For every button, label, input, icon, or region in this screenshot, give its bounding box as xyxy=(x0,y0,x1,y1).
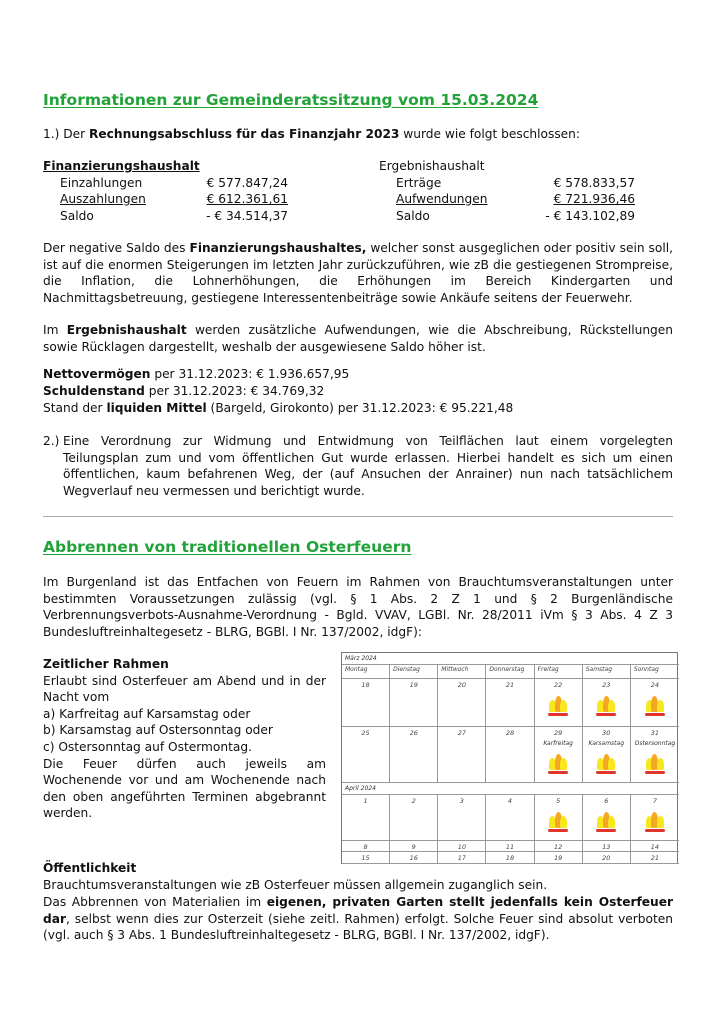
fire-flame xyxy=(608,816,615,828)
calendar-day-cell xyxy=(631,679,679,727)
calendar-day-cell xyxy=(535,841,583,852)
fire-icon xyxy=(595,757,617,775)
fire-flame xyxy=(560,758,567,770)
calendar-day-number: 21 xyxy=(505,681,515,689)
ergebnis-label: Aufwendungen xyxy=(396,192,488,206)
calendar-day-cell xyxy=(535,679,583,727)
bold-span: Öffentlichkeit xyxy=(43,861,137,875)
item1-suffix: wurde wie folgt beschlossen: xyxy=(399,127,581,141)
calendar-day-cell xyxy=(583,795,631,841)
calendar-day-cell xyxy=(390,679,438,727)
calendar-day-cell xyxy=(390,841,438,852)
fire-icon xyxy=(644,757,666,775)
fire-flame xyxy=(657,758,664,770)
fire-icon xyxy=(595,699,617,717)
ergebnis-row xyxy=(379,191,635,208)
item1-bold: Rechnungsabschluss für das Finanzjahr 2023 xyxy=(89,127,400,141)
fire-log xyxy=(596,771,616,774)
fire-icon xyxy=(644,815,666,833)
liquid-line xyxy=(43,400,673,417)
calendar-day-cell xyxy=(438,841,486,852)
calendar-month-label: April 2024 xyxy=(345,785,376,792)
calendar-day-number: 26 xyxy=(409,729,418,737)
calendar-holiday-label: Ostersonntag xyxy=(634,740,676,747)
bold-span: Schuldenstand xyxy=(43,384,145,398)
ergebnis-value: - € 143.102,89 xyxy=(545,208,635,223)
calendar-day-number: 14 xyxy=(650,843,660,851)
calendar-day-cell xyxy=(583,727,631,783)
finanz-row xyxy=(43,208,288,225)
item1-line xyxy=(43,126,673,143)
calendar-day-number: 4 xyxy=(507,797,513,805)
calendar-day-number: 7 xyxy=(652,797,657,805)
calendar-day-cell xyxy=(438,727,486,783)
finanz-table xyxy=(43,158,288,224)
calendar-day-cell xyxy=(535,795,583,841)
oeff-title xyxy=(43,860,673,877)
easter-calendar xyxy=(341,652,678,864)
text-span: , selbst wenn dies zur Osterzeit (siehe zeitl. Rahmen) erfolgt. Solche Feuer sind absolut verboten (vgl. auch § 3 Abs. 1 Bundesluftreinhaltegesetz - BLRG, BGBl. I Nr. 137/2002, idgF). xyxy=(43,911,673,943)
ergebnis-label: Saldo xyxy=(396,208,430,223)
text-span: welcher sonst ausgeglichen oder positiv sein soll, ist auf die enormen Steigerungen im letzten Jahr zurückzuführen, wie zB die gestiegenen Strompreise, die Inflation, die Lohnerhöhungen, die Erhöhungen im Bereich Kindergarten und Nachmittagsbetreuung, gestiegene Interessentenbeiträge sowie Ankäufe seitens der Feuerwehr. xyxy=(43,241,674,305)
calendar-day-cell xyxy=(631,795,679,841)
finanz-label: Auszahlungen xyxy=(60,192,146,206)
fire-log xyxy=(645,829,665,832)
item1-prefix: 1.) Der xyxy=(43,127,90,141)
calendar-day-number: 27 xyxy=(457,729,466,737)
calendar-holiday-label: Karsamstag xyxy=(588,740,625,747)
finanz-label: Saldo xyxy=(60,208,94,223)
bold-span: Ergebnishaushalt xyxy=(66,323,187,337)
ergebnis-row xyxy=(379,208,635,225)
finanz-row xyxy=(43,175,288,192)
calendar-day-number: 11 xyxy=(505,843,515,851)
calendar-day-cell xyxy=(390,795,438,841)
calendar-day-number: 16 xyxy=(409,854,418,862)
calendar-day-cell xyxy=(535,727,583,783)
text-span: werden zusätzliche Aufwendungen, wie die Abschreibung, Rückstellungen sowie Rücklagen dargestellt, weshalb der ausgewiesene Saldo höher ist. xyxy=(43,323,674,354)
finanz-label: Einzahlungen xyxy=(60,175,143,190)
fire-log xyxy=(596,713,616,716)
text-span: Im xyxy=(43,323,67,337)
section2-title: Abbrennen von traditionellen Osterfeuern xyxy=(43,538,412,556)
section-divider xyxy=(43,516,673,517)
calendar-day-number: 29 xyxy=(553,729,563,737)
calendar-day-cell xyxy=(342,795,390,841)
zeit-b: b) Karsamstag auf Ostersonntag oder xyxy=(43,723,273,738)
calendar-day-number: 15 xyxy=(361,854,370,862)
calendar-day-cell xyxy=(486,679,534,727)
bold-span: liquiden Mittel xyxy=(106,401,207,415)
calendar-day-header: Donnerstag xyxy=(486,665,534,679)
ergebnis-value: € 578.833,57 xyxy=(553,175,635,190)
calendar-day-header: Mittwoch xyxy=(438,665,486,679)
calendar-day-number: 19 xyxy=(409,681,418,689)
calendar-day-number: 31 xyxy=(650,729,660,737)
section1-title: Informationen zur Gemeinderatssitzung vom 15.03.2024 xyxy=(43,91,539,109)
fire-log xyxy=(645,713,665,716)
calendar-day-number: 20 xyxy=(457,681,466,689)
fire-flame xyxy=(560,816,567,828)
fire-flame xyxy=(560,700,567,712)
netto-line xyxy=(43,366,673,383)
calendar-day-cell xyxy=(486,727,534,783)
text-span: per 31.12.2023: € 34.769,32 xyxy=(144,384,325,398)
finanz-value: € 612.361,61 xyxy=(206,192,288,206)
calendar-day-cell xyxy=(631,841,679,852)
fire-flame xyxy=(608,758,615,770)
calendar-holiday-label: Karfreitag xyxy=(543,740,573,747)
calendar-day-number: 22 xyxy=(553,681,563,689)
calendar-day-number: 9 xyxy=(411,843,416,851)
calendar-day-number: 19 xyxy=(553,854,563,862)
fire-log xyxy=(645,771,665,774)
calendar-day-number: 21 xyxy=(650,854,660,862)
calendar-day-cell xyxy=(342,841,390,852)
calendar-day-number: 23 xyxy=(602,681,611,689)
text-span: Der negative Saldo des xyxy=(43,241,190,255)
calendar-day-number: 18 xyxy=(361,681,370,689)
calendar-day-number: 10 xyxy=(457,843,466,851)
fire-flame xyxy=(657,700,664,712)
zeitlicher-rahmen-box xyxy=(43,656,326,822)
calendar-day-number: 2 xyxy=(411,797,416,805)
zeit-a: a) Karfreitag auf Karsamstag oder xyxy=(43,706,251,721)
section2-intro: Im Burgenland ist das Entfachen von Feuern im Rahmen von Brauchtumsveranstaltungen unter bestimmten Voraussetzungen zulässig (vgl. § 1 Abs. 2 Z 1 und § 2 Burgenländische Verbrennungsverbots-Ausnahme-Verordnung - Bgld. VVAV, LGBl. Nr. 28/2011 iVm § 3 Abs. 4 Z 3 Bundesluftreinhaltegesetz - BLRG, BGBl. I Nr. 137/2002, idgF): xyxy=(43,575,673,639)
fire-log xyxy=(596,829,616,832)
fire-log xyxy=(548,829,568,832)
calendar-day-number: 8 xyxy=(363,843,368,851)
calendar-day-number: 25 xyxy=(361,729,370,737)
calendar-day-cell xyxy=(583,679,631,727)
item2-text: Eine Verordnung zur Widmung und Entwidmung von Teilflächen laut einem vorgelegten Teilungsplan zum und vom öffentlichen Gut wurde erlassen. Hierbei handelt es sich um einen öffentlichen, kaum befahrenen Weg, der (auf Ansuchen der Anrainer) nun nach tatsächlichem Wegverlauf neu vermessen und berichtigt wurde. xyxy=(63,434,673,498)
oeff-text2 xyxy=(43,894,673,944)
bold-span: eigenen, privaten Garten stellt jedenfalls kein Osterfeuer dar xyxy=(43,895,673,926)
text-span: per 31.12.2023: € 1.936.657,95 xyxy=(150,367,350,381)
item2 xyxy=(43,433,673,499)
calendar-day-cell xyxy=(390,727,438,783)
calendar-day-header: Sonntag xyxy=(631,665,679,679)
calendar-day-number: 17 xyxy=(457,854,466,862)
ergebnis-table xyxy=(379,158,635,224)
para-ergebnis-explanation xyxy=(43,322,673,355)
fire-log xyxy=(548,713,568,716)
calendar-day-number: 30 xyxy=(602,729,611,737)
text-span: (Bargeld, Girokonto) per 31.12.2023: € 95.221,48 xyxy=(206,401,514,415)
calendar-day-number: 24 xyxy=(650,681,660,689)
calendar-day-number: 18 xyxy=(505,854,515,862)
fire-flame xyxy=(608,700,615,712)
ergebnis-title: Ergebnishaushalt xyxy=(379,159,485,173)
fire-flame xyxy=(657,816,664,828)
zeit-c: c) Ostersonntag auf Ostermontag. xyxy=(43,739,252,754)
fire-icon xyxy=(547,815,569,833)
fire-icon xyxy=(547,699,569,717)
finanz-title: Finanzierungshaushalt xyxy=(43,159,200,173)
zeit-text1: Erlaubt sind Osterfeuer am Abend und in der Nacht vom xyxy=(43,673,326,705)
finanz-row xyxy=(43,191,288,208)
finanz-value: - € 34.514,37 xyxy=(206,208,288,223)
calendar-day-cell xyxy=(583,841,631,852)
calendar-day-number: 28 xyxy=(505,729,515,737)
calendar-day-cell xyxy=(486,841,534,852)
calendar-day-cell xyxy=(342,679,390,727)
calendar-day-number: 5 xyxy=(556,797,561,805)
calendar-day-cell xyxy=(438,679,486,727)
text-span: Das Abbrennen von Materialien im xyxy=(43,895,267,909)
zeit-title: Zeitlicher Rahmen xyxy=(43,657,169,671)
bold-span: Finanzierungshaushaltes, xyxy=(189,241,367,255)
para-finanz-explanation xyxy=(43,240,673,306)
fire-log xyxy=(548,771,568,774)
fire-icon xyxy=(595,815,617,833)
calendar-day-header: Montag xyxy=(342,665,390,679)
ergebnis-row xyxy=(379,175,635,192)
bold-span: Nettovermögen xyxy=(43,367,151,381)
calendar-day-cell xyxy=(631,727,679,783)
calendar-day-header: Freitag xyxy=(535,665,583,679)
ergebnis-value: € 721.936,46 xyxy=(553,192,635,206)
calendar-day-number: 13 xyxy=(602,843,611,851)
calendar-day-number: 1 xyxy=(363,797,368,805)
item2-num: 2.) xyxy=(43,434,60,448)
finanz-value: € 577.847,24 xyxy=(206,175,288,190)
text-span: Stand der xyxy=(43,401,107,415)
calendar-month-row xyxy=(342,783,679,795)
calendar-day-cell xyxy=(438,795,486,841)
zeit-text2: Die Feuer dürfen auch jeweils am Wochenende vor und am Wochenende nach den oben angeführten Terminen abgebrannt werden. xyxy=(43,756,326,821)
calendar-month-row xyxy=(342,653,679,665)
calendar-day-cell xyxy=(342,727,390,783)
calendar-day-header: Samstag xyxy=(583,665,631,679)
oeff-text1: Brauchtumsveranstaltungen wie zB Osterfeuer müssen allgemein zuganglich sein. xyxy=(43,878,548,892)
fire-icon xyxy=(547,757,569,775)
calendar-day-number: 20 xyxy=(602,854,611,862)
calendar-day-header: Dienstag xyxy=(390,665,438,679)
calendar-day-cell xyxy=(486,795,534,841)
fire-icon xyxy=(644,699,666,717)
calendar-day-number: 6 xyxy=(604,797,609,805)
calendar-day-number: 12 xyxy=(553,843,563,851)
calendar-day-number: 3 xyxy=(459,797,464,805)
ergebnis-label: Erträge xyxy=(396,175,442,190)
schulden-line xyxy=(43,383,673,400)
calendar-month-label: März 2024 xyxy=(345,655,377,662)
